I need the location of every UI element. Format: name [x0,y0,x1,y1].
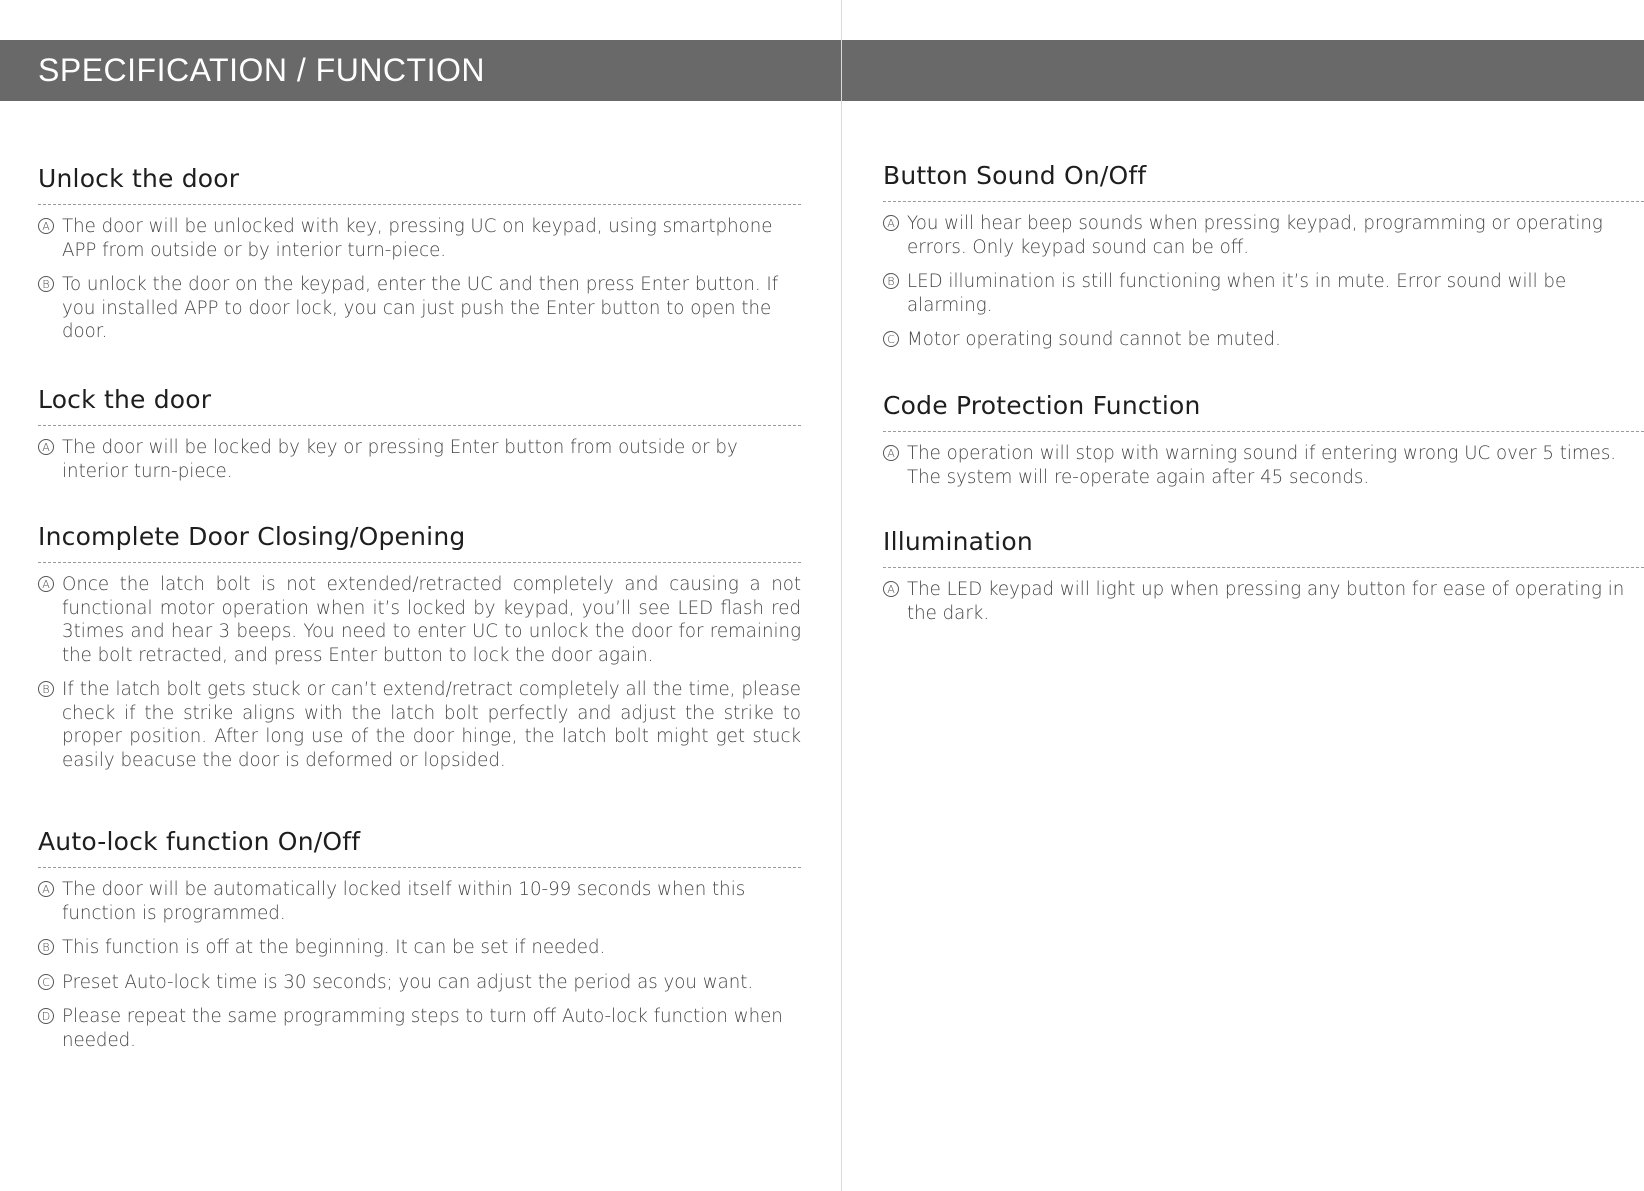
section-title: Illumination [883,527,1644,568]
section-unlock [38,164,801,344]
list-item [38,215,801,262]
item-text: If the latch bolt gets stuck or can’t extend/retract completely all the time, please check if the strike aligns with the latch bolt perfectly and adjust the strike to proper position. After long use of the door hinge, the latch bolt might get stuck easily beacuse the door is deformed or lopsided. [62,679,801,771]
item-text: Preset Auto-lock time is 30 seconds; you can adjust the period as you want. [62,971,754,993]
item-text: The door will be locked by key or pressing Enter button from outside or by interior turn-piece. [62,437,738,482]
section-incomplete [38,522,801,772]
item-text: The door will be unlocked with key, pressing UC on keypad, using smartphone APP from outside or by interior turn-piece. [62,216,773,261]
circled-letter-icon: B [38,939,54,955]
list-item [38,436,801,483]
page-divider [841,0,842,1191]
list-item [38,878,801,925]
section-code-protection [883,391,1644,489]
section-title: Button Sound On/Off [883,161,1644,202]
circled-letter-icon: B [38,276,54,292]
circled-letter-icon: B [38,681,54,697]
header-bar [0,40,1644,101]
item-text: This function is off at the beginning. It can be set if needed. [62,937,606,958]
section-illumination [883,527,1644,625]
section-autolock [38,827,801,1052]
item-text: The operation will stop with warning sound if entering wrong UC over 5 times. The system will re-operate again after 45 seconds. [907,443,1617,488]
item-text: Please repeat the same programming steps to turn off Auto-lock function when needed. [62,1006,783,1051]
circled-letter-icon: A [38,881,54,897]
section-lock [38,385,801,483]
list-item [38,1005,801,1052]
item-text: To unlock the door on the keypad, enter the UC and then press Enter button. If you installed APP to door lock, you can just push the Enter button to open the door. [62,274,779,342]
list-item [883,328,1644,352]
item-text: The LED keypad will light up when pressing any button for ease of operating in the dark. [907,579,1625,624]
list-item [38,678,801,772]
circled-letter-icon: A [883,445,899,461]
item-text: The door will be automatically locked itself within 10-99 seconds when this function is programmed. [62,879,746,924]
item-text: Motor operating sound cannot be muted. [907,329,1281,350]
circled-letter-icon: A [883,581,899,597]
circled-letter-icon: A [883,215,899,231]
list-item [38,971,801,995]
list-item [883,578,1644,625]
list-item [883,212,1644,259]
circled-letter-icon: A [38,576,54,592]
section-title: Auto-lock function On/Off [38,827,801,868]
item-text: You will hear beep sounds when pressing keypad, programming or operating errors. Only keypad sound can be off. [907,213,1603,258]
list-item [38,273,801,344]
circled-letter-icon: A [38,218,54,234]
circled-letter-icon: A [38,439,54,455]
circled-letter-icon: B [883,273,899,289]
section-title: Incomplete Door Closing/Opening [38,522,801,563]
item-text: Once the latch bolt is not extended/retracted completely and causing a not functional motor operation when it’s locked by keypad, you’ll see LED flash red 3times and hear 3 beeps. You need to enter UC to unlock the door for remaining the bolt retracted, and press Enter button to lock the door again. [62,574,801,666]
section-title: Unlock the door [38,164,801,205]
circled-letter-icon: C [883,331,899,347]
list-item [38,573,801,667]
page-title: SPECIFICATION / FUNCTION [38,52,485,88]
item-text: LED illumination is still functioning when it’s in mute. Error sound will be alarming. [907,271,1567,316]
section-title: Lock the door [38,385,801,426]
list-item [38,936,801,960]
circled-letter-icon: D [38,1008,54,1024]
section-button-sound [883,161,1644,352]
section-title: Code Protection Function [883,391,1644,432]
circled-letter-icon: C [38,974,54,990]
list-item [883,442,1644,489]
list-item [883,270,1644,317]
